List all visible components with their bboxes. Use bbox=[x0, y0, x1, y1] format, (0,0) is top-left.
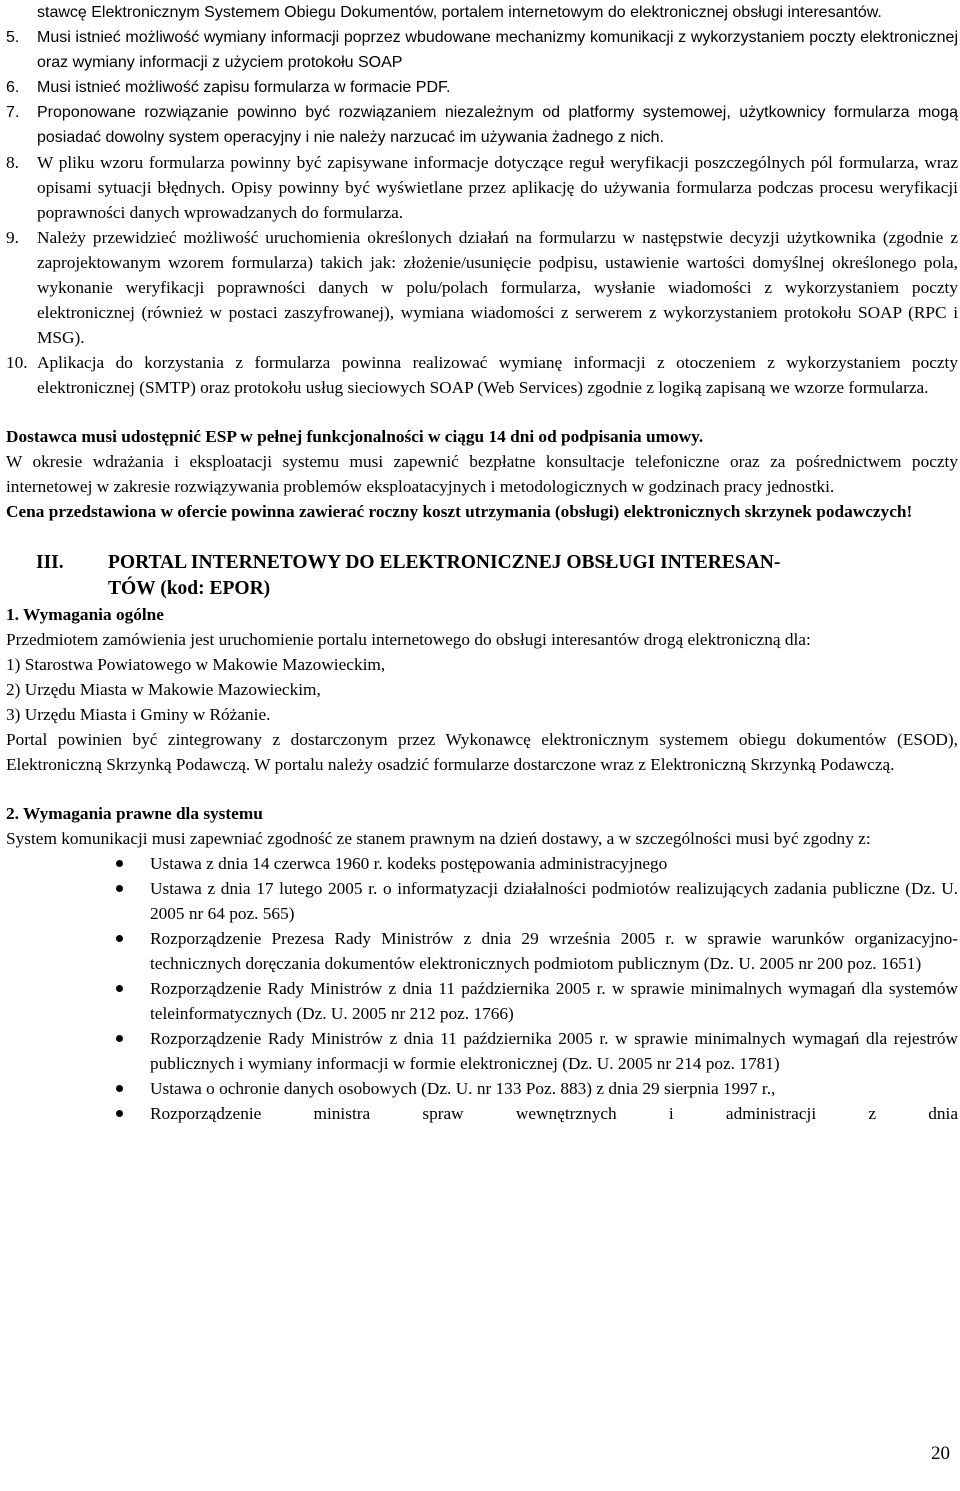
laws-list bbox=[6, 851, 958, 1126]
list-item: 1) Starostwa Powiatowego w Makowie Mazowieckim, bbox=[6, 655, 386, 674]
list-item: 2) Urzędu Miasta w Makowie Mazowieckim, bbox=[6, 680, 321, 699]
list-item: 9. Należy przewidzieć możliwość uruchomienia określonych działań na formularzu w następstwie decyzji użytkownika (zgodnie z zaprojektowanym wzorem formularza) takich jak: złożenie/usunięcie podpisu, ustawienie wartości domyślnej określonego pola, wykonanie weryfikacji poprawności danych w polu/polach formularza, wysłanie wiadomości z wykorzystaniem poczty elektronicznej (również w postaci zaszyfrowanej), wymiana wiadomości z serwerem z wykorzystaniem protokołu SOAP (RPC i MSG). bbox=[6, 228, 958, 347]
section-heading bbox=[6, 550, 958, 602]
bullet-icon bbox=[116, 935, 123, 942]
list-item: 10. Aplikacja do korzystania z formularza powinna realizować wymianę informacji z otoczeniem z wykorzystaniem poczty elektronicznej (SMTP) oraz protokołu usług sieciowych SOAP (Web Services) zgodnie z logiką zapisaną we wzorze formularza. bbox=[6, 353, 958, 397]
list-item: Rozporządzenie ministra spraw wewnętrznych i administracji z dnia bbox=[150, 1101, 958, 1126]
requirements-list-mid bbox=[6, 150, 958, 400]
subsection-title: 2. Wymagania prawne dla systemu bbox=[6, 804, 263, 823]
section-number: III. bbox=[36, 552, 64, 573]
list-item: 6. Musi istnieć możliwość zapisu formularza w formacie PDF. bbox=[6, 79, 451, 96]
list-item: Rozporządzenie Prezesa Rady Ministrów z dnia 29 września 2005 r. w sprawie warunków organizacyjno-technicznych doręczania dokumentów elektronicznych podmiotom publicznym (Dz. U. 2005 nr 200 poz. 1651) bbox=[150, 926, 958, 976]
section-title-line2: TÓW (kod: EPOR) bbox=[108, 578, 271, 599]
document-page bbox=[6, 0, 958, 1126]
page-number: 20 bbox=[931, 1443, 950, 1464]
price-statement: Cena przedstawiona w ofercie powinna zawierać roczny koszt utrzymania (obsługi) elektronicznych skrzynek podawczych! bbox=[6, 502, 913, 521]
esp-support-paragraph: W okresie wdrażania i eksploatacji systemu musi zapewnić bezpłatne konsultacje telefoniczne oraz za pośrednictwem poczty internetowej w zakresie rozwiązywania problemów eksploatacyjnych i metodologicznych w godzinach pracy jednostki. bbox=[6, 452, 958, 496]
portal-integration-paragraph: Portal powinien być zintegrowany z dostarczonym przez Wykonawcę elektronicznym systemem obiegu dokumentów (ESOD), Elektroniczną Skrzynką Podawczą. W portalu należy osadzić formularze dostarczone wraz z Elektroniczną Skrzynką Podawczą. bbox=[6, 730, 958, 774]
list-item: 5. Musi istnieć możliwość wymiany informacji poprzez wbudowane mechanizmy komunikacji z wykorzystaniem poczty elektronicznej oraz wymiany informacji z użyciem protokołu SOAP bbox=[6, 29, 958, 71]
list-item: Ustawa o ochronie danych osobowych (Dz. U. nr 133 Poz. 883) z dnia 29 sierpnia 1997 r., bbox=[150, 1076, 958, 1101]
list-item: Rozporządzenie Rady Ministrów z dnia 11 października 2005 r. w sprawie minimalnych wymagań dla systemów teleinformatycznych (Dz. U. 2005 nr 212 poz. 1766) bbox=[150, 976, 958, 1026]
office-list bbox=[6, 652, 958, 727]
list-item: 7. Proponowane rozwiązanie powinno być rozwiązaniem niezależnym od platformy systemowej, użytkownicy formularza mogą posiadać dowolny system operacyjny i nie należy narzucać im używania żadnego z nich. bbox=[6, 104, 958, 146]
bullet-icon bbox=[116, 885, 123, 892]
bullet-icon bbox=[116, 1110, 123, 1117]
subsection-intro: System komunikacji musi zapewniać zgodność ze stanem prawnym na dzień dostawy, a w szczególności musi być zgodny z: bbox=[6, 829, 871, 848]
esp-deadline-statement: Dostawca musi udostępnić ESP w pełnej funkcjonalności w ciągu 14 dni od podpisania umowy. bbox=[6, 427, 704, 446]
section-title-line1: PORTAL INTERNETOWY DO ELEKTRONICZNEJ OBSŁUGI INTERESAN- bbox=[108, 552, 781, 573]
list-item: 8. W pliku wzoru formularza powinny być zapisywane informacje dotyczące reguł weryfikacji poszczególnych pól formularza, wraz opisami sytuacji błędnych. Opisy powinny być wyświetlane przez aplikację do używania formularza podczas procesu weryfikacji poprawności danych wprowadzanych do formularza. bbox=[6, 153, 958, 222]
subsection-title: 1. Wymagania ogólne bbox=[6, 605, 164, 624]
requirements-list-top bbox=[6, 25, 958, 150]
bullet-icon bbox=[116, 985, 123, 992]
list-item: Ustawa z dnia 17 lutego 2005 r. o informatyzacji działalności podmiotów realizujących zadania publiczne (Dz. U. 2005 nr 64 poz. 565) bbox=[150, 876, 958, 926]
subsection-intro: Przedmiotem zamówienia jest uruchomienie portalu internetowego do obsługi interesantów drogą elektroniczną dla: bbox=[6, 630, 811, 649]
bullet-icon bbox=[116, 860, 123, 867]
bullet-icon bbox=[116, 1035, 123, 1042]
list-item: 3) Urzędu Miasta i Gminy w Różanie. bbox=[6, 705, 271, 724]
list-item: Ustawa z dnia 14 czerwca 1960 r. kodeks postępowania administracyjnego bbox=[150, 851, 958, 876]
list-item: Rozporządzenie Rady Ministrów z dnia 11 października 2005 r. w sprawie minimalnych wymagań dla rejestrów publicznych i wymiany informacji w formie elektronicznej (Dz. U. 2005 nr 214 poz. 1781) bbox=[150, 1026, 958, 1076]
bullet-icon bbox=[116, 1085, 123, 1092]
intro-continuation: stawcę Elektronicznym Systemem Obiegu Dokumentów, portalem internetowym do elektronicznej obsługi interesantów. bbox=[37, 4, 882, 21]
